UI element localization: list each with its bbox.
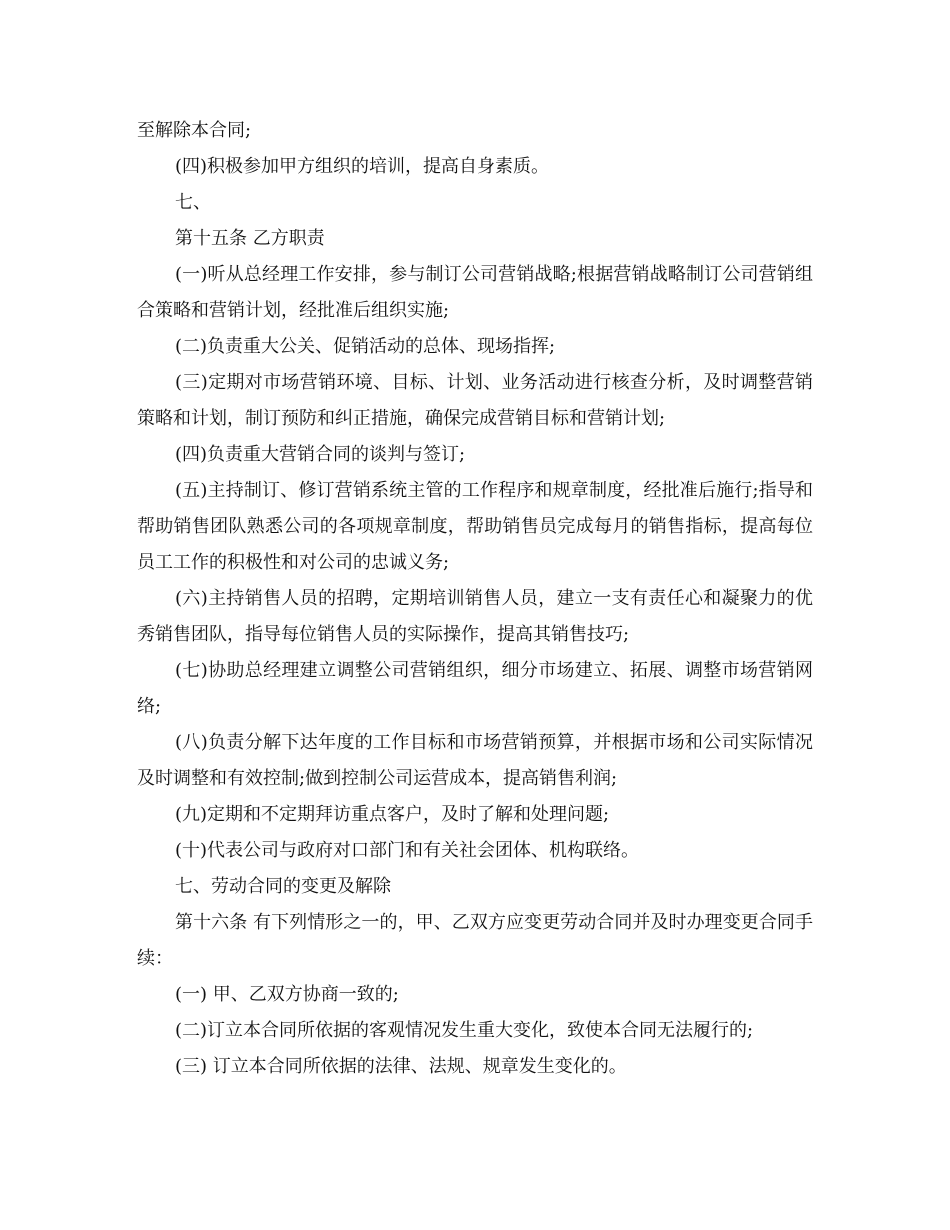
paragraph: (七)协助总经理建立调整公司营销组织，细分市场建立、拓展、调整市场营销网络;: [137, 660, 813, 717]
document-body: [137, 113, 813, 1085]
paragraph: (一) 甲、乙双方协商一致的;: [175, 984, 399, 1005]
paragraph: (十)代表公司与政府对口部门和有关社会团体、机构联络。: [175, 840, 640, 861]
section-heading: 七、: [175, 192, 211, 213]
article-heading: 第十五条 乙方职责: [175, 228, 325, 249]
paragraph: (八)负责分解下达年度的工作目标和市场营销预算，并根据市场和公司实际情况及时调整和有效控制;做到控制公司运营成本，提高销售利润;: [137, 732, 813, 789]
paragraph: (一)听从总经理工作安排，参与制订公司营销战略;根据营销战略制订公司营销组合策略和营销计划，经批准后组织实施;: [137, 264, 813, 321]
paragraph: (四)负责重大营销合同的谈判与签订;: [175, 444, 466, 465]
paragraph: (四)积极参加甲方组织的培训，提高自身素质。: [175, 156, 550, 177]
paragraph: (九)定期和不定期拜访重点客户，及时了解和处理问题;: [175, 804, 610, 825]
paragraph: (二)订立本合同所依据的客观情况发生重大变化，致使本合同无法履行的;: [175, 1020, 754, 1041]
paragraph: (二)负责重大公关、促销活动的总体、现场指挥;: [175, 336, 556, 357]
paragraph: (五)主持制订、修订营销系统主管的工作程序和规章制度，经批准后施行;指导和帮助销售团队熟悉公司的各项规章制度，帮助销售员完成每月的销售指标，提高每位员工工作的积极性和对公司的忠诚义务;: [137, 480, 813, 573]
section-heading: 七、劳动合同的变更及解除: [175, 876, 391, 897]
article-paragraph: 第十六条 有下列情形之一的，甲、乙双方应变更劳动合同并及时办理变更合同手续：: [137, 912, 813, 969]
paragraph: (三) 订立本合同所依据的法律、法规、规章发生变化的。: [175, 1056, 627, 1077]
paragraph: 至解除本合同;: [137, 120, 252, 141]
paragraph: (六)主持销售人员的招聘，定期培训销售人员，建立一支有责任心和凝聚力的优秀销售团队，指导每位销售人员的实际操作，提高其销售技巧;: [137, 588, 813, 645]
paragraph: (三)定期对市场营销环境、目标、计划、业务活动进行核查分析，及时调整营销策略和计划，制订预防和纠正措施，确保完成营销目标和营销计划;: [137, 372, 813, 429]
